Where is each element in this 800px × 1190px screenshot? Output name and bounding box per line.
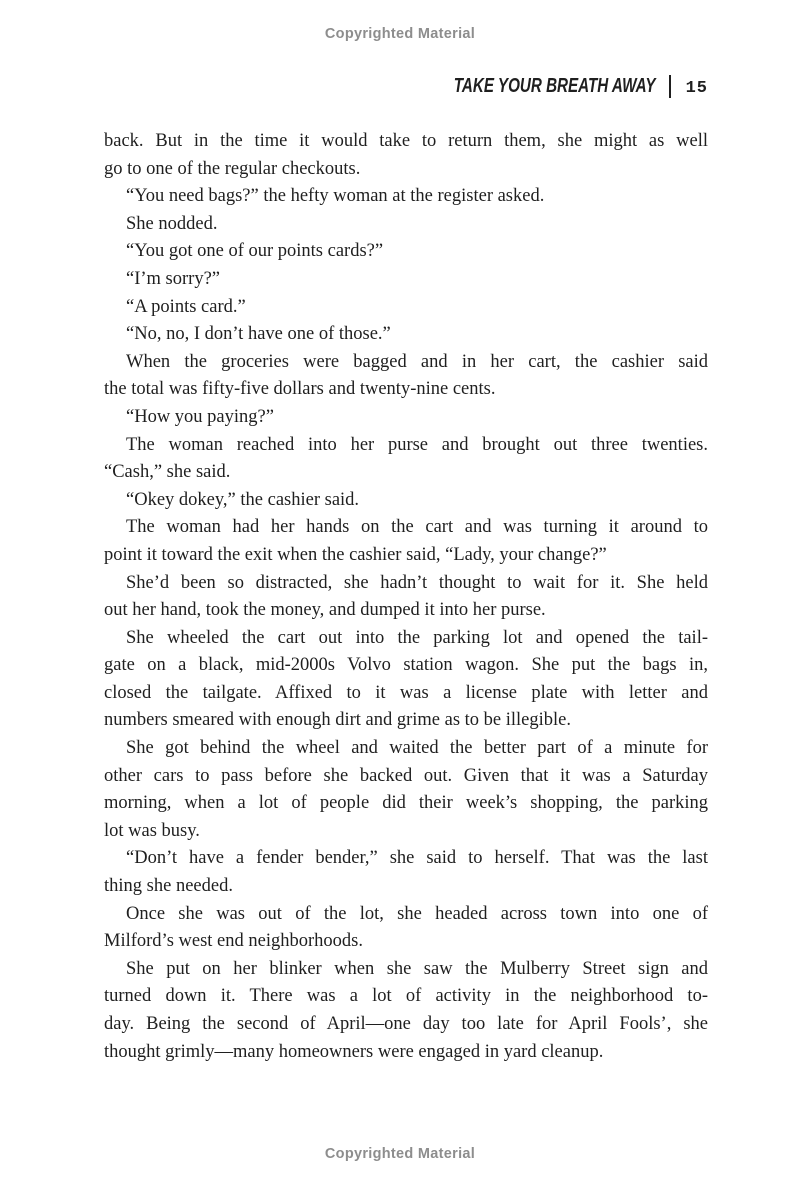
text-line: “You need bags?” the hefty woman at the register asked. <box>126 186 545 207</box>
text-line: turned down it. There was a lot of activity in the neighborhood to- <box>104 986 708 1007</box>
text-line: “Okey dokey,” the cashier said. <box>126 489 360 510</box>
text-line: She’d been so distracted, she hadn’t thought to wait for it. She held <box>126 572 708 593</box>
text-line: thought grimly—many homeowners were engaged in yard cleanup. <box>104 1041 604 1062</box>
text-line: day. Being the second of April—one day too late for April Fools’, she <box>104 1014 708 1034</box>
text-line: “Cash,” she said. <box>104 462 231 483</box>
text-line: When the groceries were bagged and in her cart, the cashier said <box>126 351 708 372</box>
text-line: other cars to pass before she backed out. Given that it was a Saturday <box>104 765 708 786</box>
page-number: 15 <box>685 79 708 98</box>
copyright-notice-top: Copyrighted Material <box>324 26 476 42</box>
text-line: Milford’s west end neighborhoods. <box>104 931 363 952</box>
text-line: closed the tailgate. Affixed to it was a license plate with letter and <box>104 682 708 703</box>
text-line: “You got one of our points cards?” <box>126 241 384 262</box>
text-line: go to one of the regular checkouts. <box>104 158 361 179</box>
text-line: numbers smeared with enough dirt and grime as to be illegible. <box>104 710 572 731</box>
text-line: “A points card.” <box>126 296 246 317</box>
copyright-notice-bottom: Copyrighted Material <box>324 1146 476 1162</box>
text-line: Once she was out of the lot, she headed across town into one of <box>126 903 708 924</box>
text-line: “How you paying?” <box>126 406 274 427</box>
page-body-text <box>104 128 708 1066</box>
text-line: “I’m sorry?” <box>126 268 220 289</box>
running-header <box>390 73 708 99</box>
text-line: point it toward the exit when the cashier said, “Lady, your change?” <box>104 544 607 565</box>
text-line: “Don’t have a fender bender,” she said to herself. That was the last <box>126 848 708 869</box>
text-line: morning, when a lot of people did their week’s shopping, the parking <box>104 793 708 814</box>
text-line: lot was busy. <box>104 820 200 841</box>
text-line: She got behind the wheel and waited the better part of a minute for <box>126 738 708 759</box>
header-divider-rule <box>669 75 671 98</box>
text-line: She put on her blinker when she saw the Mulberry Street sign and <box>126 958 708 979</box>
text-line: out her hand, took the money, and dumped it into her purse. <box>104 600 546 621</box>
text-line: gate on a black, mid-2000s Volvo station wagon. She put the bags in, <box>104 655 708 676</box>
text-line: She nodded. <box>126 213 218 234</box>
text-line: The woman had her hands on the cart and was turning it around to <box>126 517 708 538</box>
text-line: back. But in the time it would take to return them, she might as well <box>104 131 708 151</box>
text-line: She wheeled the cart out into the parking lot and opened the tail- <box>126 627 708 648</box>
text-line: “No, no, I don’t have one of those.” <box>126 324 391 345</box>
text-line: The woman reached into her purse and brought out three twenties. <box>126 434 708 455</box>
text-line: thing she needed. <box>104 876 233 897</box>
book-title: TAKE YOUR BREATH AWAY <box>453 75 656 97</box>
text-line: the total was fifty-five dollars and twenty-nine cents. <box>104 379 496 400</box>
